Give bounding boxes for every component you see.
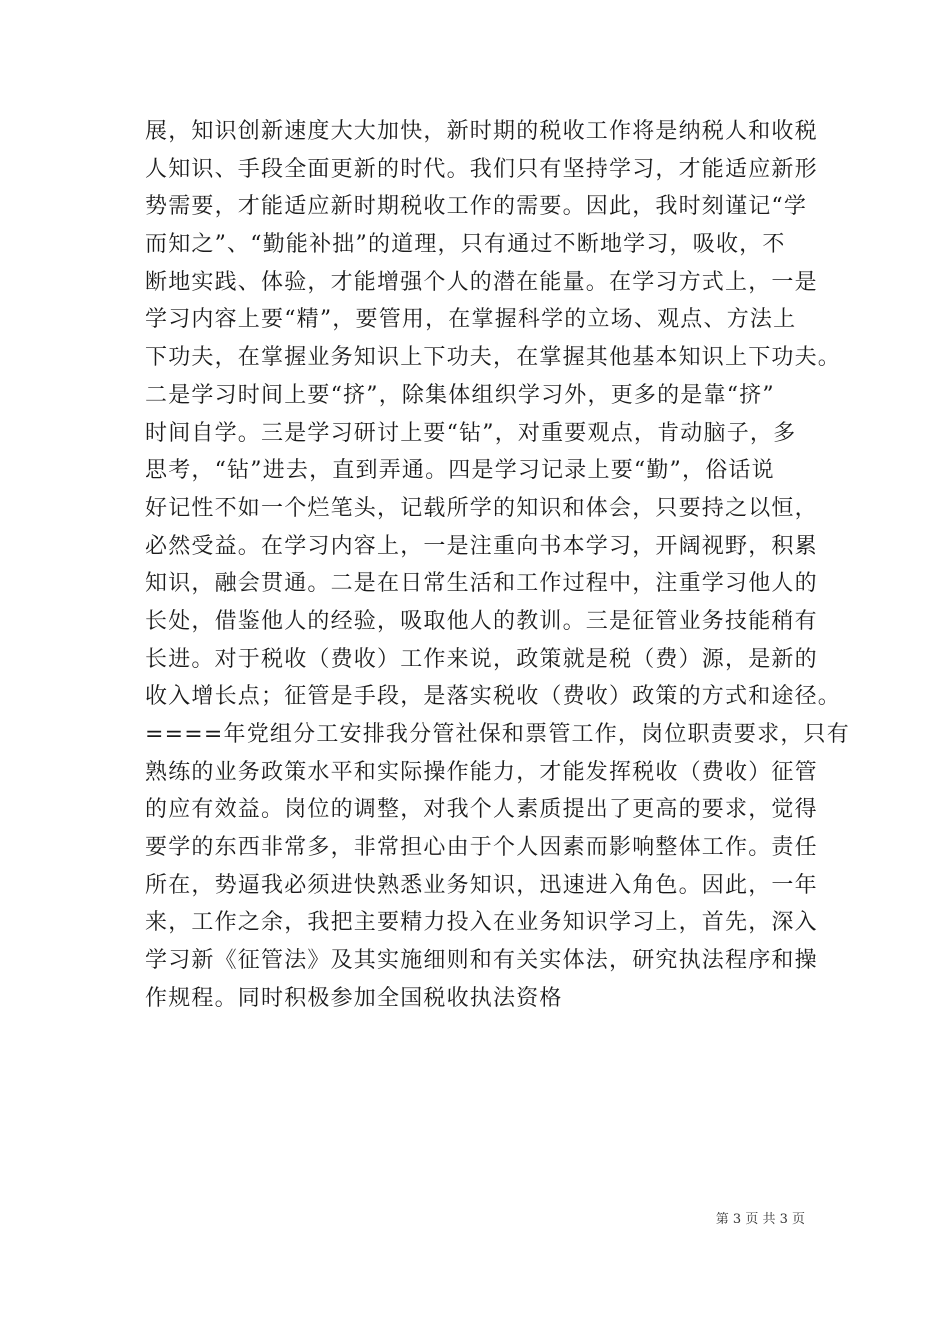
text-line: 收入增长点；征管是手段，是落实税收（费收）政策的方式和途径。 [145, 684, 842, 710]
text-line: 熟练的业务政策水平和实际操作能力，才能发挥税收（费收）征管 [145, 759, 818, 785]
text-line: 学习内容上要“精”，要管用，在掌握科学的立场、观点、方法上 [145, 307, 797, 333]
text-line: 好记性不如一个烂笔头，记载所学的知识和体会，只要持之以恒， [145, 495, 818, 521]
text-line: 学习新《征管法》及其实施细则和有关实体法，研究执法程序和操 [145, 948, 818, 974]
text-line: 下功夫，在掌握业务知识上下功夫，在掌握其他基本知识上下功夫。 [145, 345, 842, 371]
text-line: 要学的东西非常多，非常担心由于个人因素而影响整体工作。责任 [145, 835, 818, 861]
text-line: 人知识、手段全面更新的时代。我们只有坚持学习，才能适应新形 [145, 156, 818, 182]
text-line: 来，工作之余，我把主要精力投入在业务知识学习上，首先，深入 [145, 910, 818, 936]
text-line: ====年党组分工安排我分管社保和票管工作，岗位职责要求，只有 [145, 722, 850, 747]
text-line: 势需要，才能适应新时期税收工作的需要。因此，我时刻谨记“学 [145, 194, 808, 220]
text-line: 展，知识创新速度大大加快，新时期的税收工作将是纳税人和收税 [145, 119, 818, 144]
text-line: 的应有效益。岗位的调整，对我个人素质提出了更高的要求，觉得 [145, 797, 818, 823]
text-line: 而知之”、“勤能补拙”的道理，只有通过不断地学习，吸收，不 [145, 232, 786, 258]
text-line: 时间自学。三是学习研讨上要“钻”，对重要观点，肯动脑子，多 [145, 420, 797, 446]
text-line: 断地实践、体验，才能增强个人的潜在能量。在学习方式上，一是 [145, 269, 818, 295]
text-line: 长处，借鉴他人的经验，吸取他人的教训。三是征管业务技能稍有 [145, 608, 818, 634]
page-number-footer: 第 3 页 共 3 页 [715, 1212, 805, 1227]
text-line: 二是学习时间上要“挤”，除集体组织学习外，更多的是靠“挤” [145, 382, 775, 408]
text-line: 所在，势逼我必须进快熟悉业务知识，迅速进入角色。因此，一年 [145, 872, 818, 898]
text-line: 思考，“钻”进去，直到弄通。四是学习记录上要“勤”，俗话说 [145, 458, 775, 484]
body-text [145, 113, 850, 1018]
text-line: 知识，融会贯通。二是在日常生活和工作过程中，注重学习他人的 [145, 571, 818, 597]
text-line: 长进。对于税收（费收）工作来说，政策就是税（费）源，是新的 [145, 646, 818, 672]
text-line: 必然受益。在学习内容上，一是注重向书本学习，开阔视野，积累 [145, 533, 818, 559]
text-line: 作规程。同时积极参加全国税收执法资格 [145, 985, 563, 1011]
